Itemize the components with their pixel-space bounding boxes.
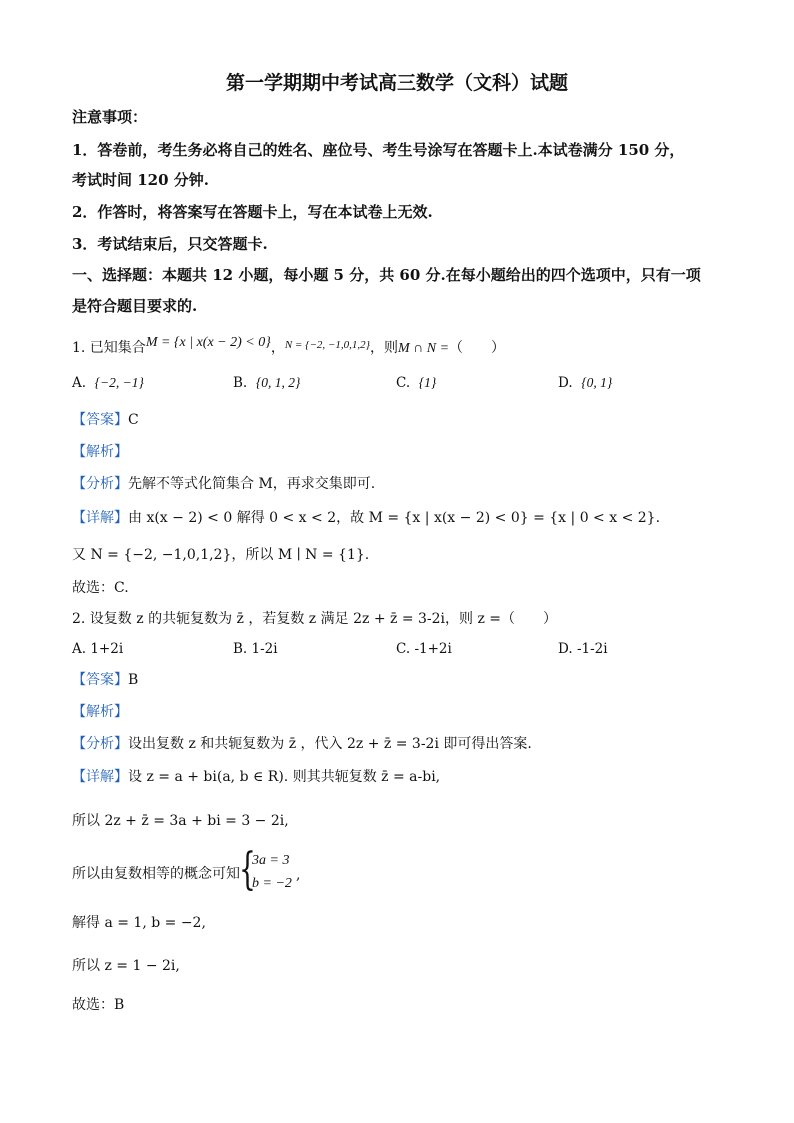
q2-step-2-prefix: 所以由复数相等的概念可知	[72, 866, 240, 882]
q1-prefix: 1. 已知集合	[72, 340, 146, 356]
q2-option-b: B. 1-2i	[233, 641, 278, 657]
q2-conclusion: 故选：B	[72, 997, 125, 1013]
system-eq-2: b = −2	[252, 876, 292, 891]
notice-item-1: 1．答卷前，考生务必将自己的姓名、座位号、考生号涂写在答题卡上.本试卷满分 150 分，	[72, 141, 685, 159]
page-title: 第一学期期中考试高三数学（文科）试题	[225, 72, 568, 94]
q2-option-a: A. 1+2i	[72, 641, 124, 657]
notice-item-3: 3．考试结束后，只交答题卡.	[72, 235, 268, 253]
question-1-stem	[72, 335, 506, 358]
q1-option-c: C. {1}	[396, 375, 437, 391]
section-heading: 一、选择题：本题共 12 小题，每小题 5 分，共 60 分.在每小题给出的四个选项中，只有一项	[72, 266, 701, 284]
q2-analysis-heading: 【解析】	[72, 704, 128, 720]
q1-xiangjie: 【详解】由 x(x − 2) < 0 解得 0 < x < 2，故 M = {x | x(x − 2) < 0} = {x | 0 < x < 2}.	[72, 510, 661, 526]
q1-paren: （ ）	[449, 340, 506, 356]
question-2-stem: 2. 设复数 z 的共轭复数为 z̄ ，若复数 z 满足 2z + z̄ = 3-2i，则 z =（ ）	[72, 611, 558, 627]
q1-ask: ，则	[369, 340, 398, 356]
system-brace: {	[239, 844, 256, 895]
q2-xiangjie: 【详解】设 z = a + bi(a, b ∈ R). 则其共轭复数 z̄ = a-bi,	[72, 769, 441, 785]
q1-conclusion: 故选：C.	[72, 580, 129, 596]
notice-item-2: 2．作答时，将答案写在答题卡上，写在本试卷上无效.	[72, 203, 433, 221]
q2-option-c: C. -1+2i	[396, 641, 452, 657]
q1-option-b: B. {0, 1, 2}	[233, 375, 301, 391]
notice-heading: 注意事项：	[72, 108, 148, 126]
q2-fenxi: 【分析】设出复数 z 和共轭复数为 z̄ ，代入 2z + z̄ = 3-2i 即可得出答案.	[72, 736, 532, 752]
q1-answer: 【答案】C	[72, 412, 139, 428]
q2-step-4: 所以 z = 1 − 2i,	[72, 958, 180, 974]
q1-intersection: 又 N = {−2, −1,0,1,2}，所以 M ∣ N = {1}.	[72, 547, 370, 563]
set-m: M = {x | x(x − 2) < 0}	[145, 335, 271, 350]
q2-step-3: 解得 a = 1, b = −2,	[72, 915, 206, 931]
q1-option-a: A. {−2, −1}	[72, 375, 144, 391]
section-heading-cont: 是符合题目要求的.	[72, 297, 198, 315]
q1-fenxi: 【分析】先解不等式化简集合 M，再求交集即可.	[72, 476, 376, 492]
set-n: N = {−2, −1,0,1,2}	[284, 339, 370, 351]
q1-option-d: D. {0, 1}	[558, 375, 613, 391]
intersection-expr: M ∩ N =	[397, 341, 450, 356]
q2-option-d: D. -1-2i	[558, 641, 608, 657]
system-eq-1: 3a = 3	[252, 853, 290, 868]
q2-answer: 【答案】B	[72, 672, 139, 688]
system-end: ,	[296, 867, 301, 883]
q1-analysis-heading: 【解析】	[72, 444, 128, 460]
notice-item-1-cont: 考试时间 120 分钟.	[72, 171, 209, 189]
q2-step-1: 所以 2z + z̄ = 3a + bi = 3 − 2i,	[72, 813, 289, 829]
q1-comma: ，	[270, 340, 285, 356]
